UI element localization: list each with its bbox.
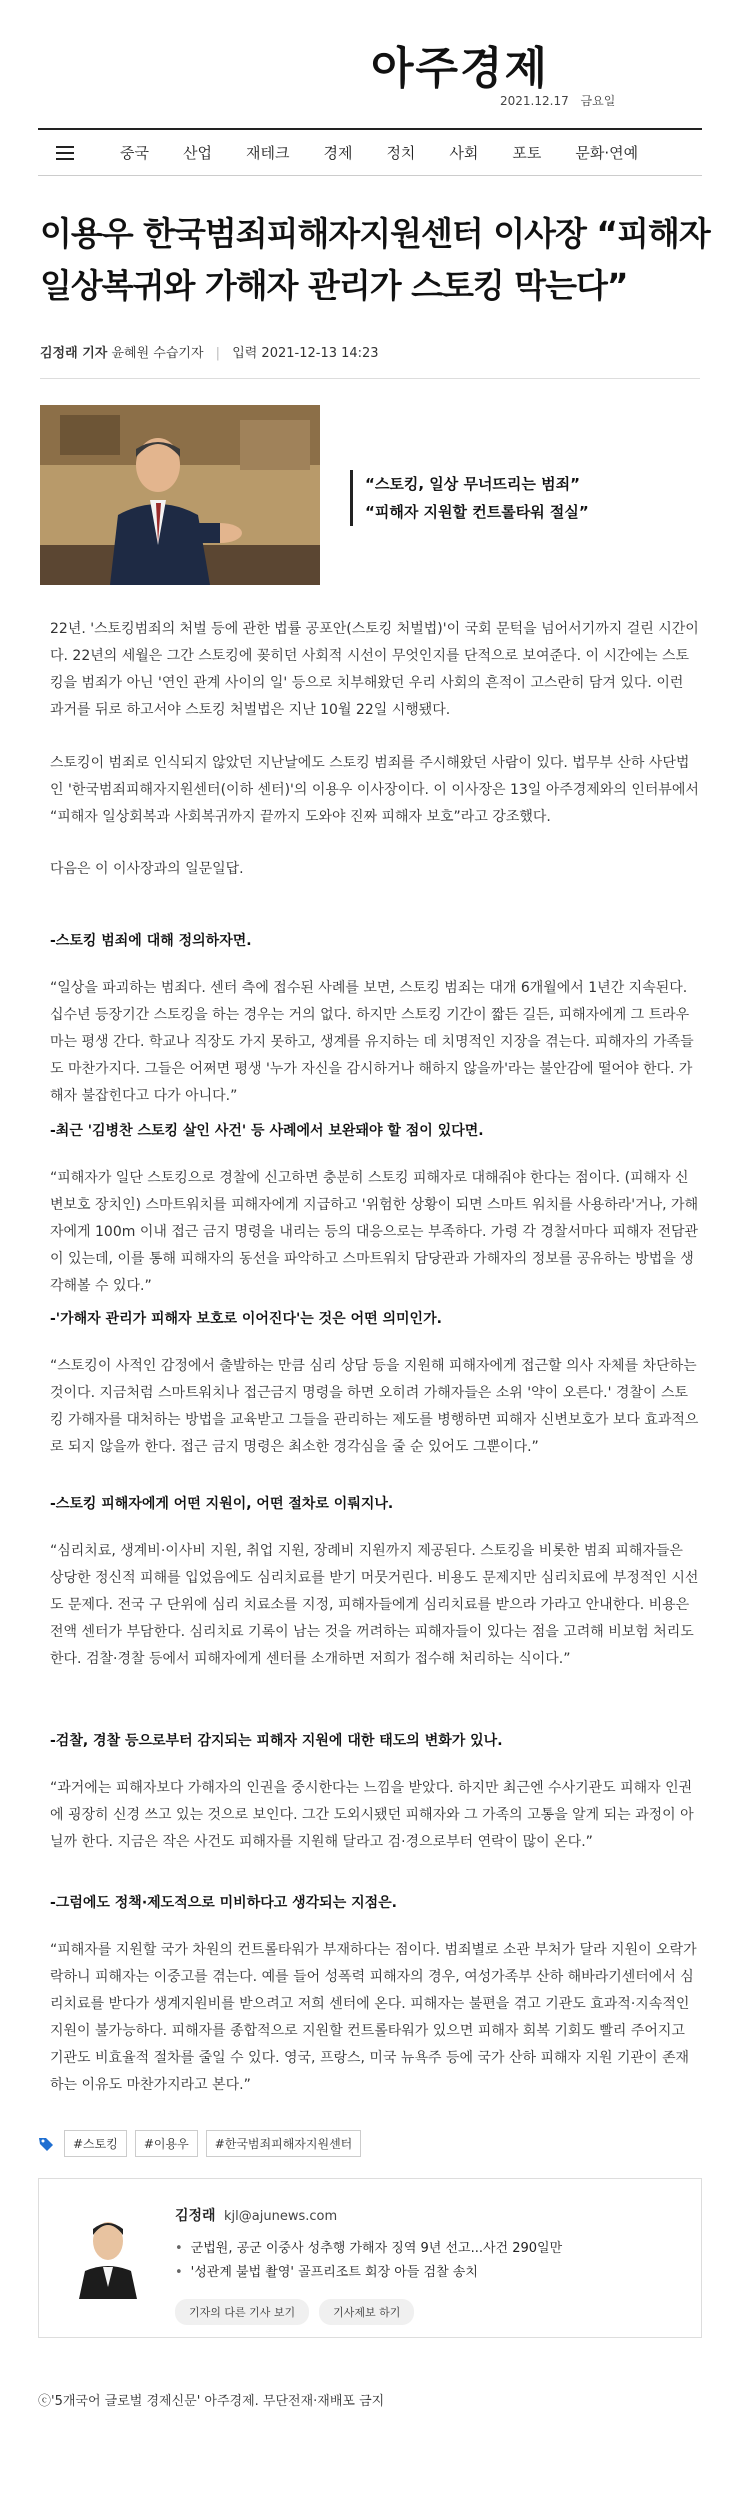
tag-list: [38, 2130, 369, 2157]
news-tip-button[interactable]: 기사제보 하기: [319, 2299, 414, 2325]
intro-paragraph-2: 스토킹이 범죄로 인식되지 않았던 지난날에도 스토킹 범죄를 주시해왔던 사람이 있다. 법무부 산하 사단법인 '한국범죄피해자지원센터(이하 센터)'의 이용우 이사장이다. 이 이사장은 13일 아주경제와의 인터뷰에서 “피해자 일상회복과 사회복귀까지 끝까지 도와야 진짜 피해자 보호”라고 강조했다.: [50, 755, 699, 825]
related-articles: [175, 2237, 562, 2285]
question-2: -최근 '김병찬 스토킹 살인 사건' 등 사례에서 보완돼야 할 점이 있다면.: [50, 1123, 484, 1139]
nav-item-photo[interactable]: 포토: [512, 144, 542, 162]
author-card-buttons: [175, 2299, 424, 2325]
nav-item-finance[interactable]: 재테크: [245, 144, 290, 162]
nav-item-industry[interactable]: 산업: [182, 144, 212, 162]
nav-items: [120, 142, 638, 163]
answer-2: “피해자가 일단 스토킹으로 경찰에 신고하면 충분히 스토킹 피해자로 대해줘야 한다는 점이다. (피해자 신변보호 장치인) 스마트워치를 피해자에게 지급하고 '위험한 상황이 되면 스마트 워치를 사용하라'거나, 가해자에게 100m 이내 접근 금지 명령을 내리는 등의 대응으로는 부족하다. 가령 각 경찰서마다 피해자 전담관이 있는데, 이를 통해 피해자의 동선을 파악하고 스마트워치 담당관과 가해자의 정보를 공유하는 방법을 생각해볼 수 있다.”: [50, 1170, 699, 1294]
tag-lee-yongwoo[interactable]: #이용우: [135, 2130, 198, 2157]
assistant-reporter: 윤혜원 수습기자: [111, 346, 204, 361]
author-name[interactable]: 김정래: [175, 2208, 216, 2224]
intro-paragraph-3: 다음은 이 이사장과의 일문일답.: [50, 861, 244, 877]
answer-4: “심리치료, 생계비·이사비 지원, 취업 지원, 장례비 지원까지 제공된다. 스토킹을 비롯한 범죄 피해자들은 상당한 정신적 피해를 입었음에도 심리치료를 받기 머뭇거린다. 비용도 문제지만 심리치료에 부정적인 시선도 문제다. 전국 구 단위에 심리 치료소를 지정, 피해자들에게 심리치료를 받으라 가라고 안내한다. 비용은 전액 센터가 부담한다. 심리치료 기록이 남는 것을 꺼려하는 피해자들이 있다는 점을 고려해 비보험 처리도 한다. 검찰·경찰 등에서 피해자에게 센터를 소개하면 저희가 접수해 처리하는 식이다.”: [50, 1543, 699, 1667]
nav-item-economy[interactable]: 경제: [323, 144, 353, 162]
title-divider: [40, 378, 700, 379]
related-article-1[interactable]: • 군법원, 공군 이중사 성추행 가해자 징역 9년 선고...사건 290일만: [175, 2237, 562, 2261]
nav-item-society[interactable]: 사회: [449, 144, 479, 162]
publish-date: 입력 2021-12-13 14:23: [232, 346, 379, 361]
nav-item-politics[interactable]: 정치: [386, 144, 416, 162]
hamburger-menu-icon[interactable]: [38, 129, 72, 177]
article-title: 이용우 한국범죄피해자지원센터 이사장 “피해자 일상복귀와 가해자 관리가 스토킹 막는다”: [40, 214, 710, 305]
header-date: [500, 92, 615, 109]
byline-separator: |: [215, 346, 221, 361]
copyright-notice: ⓒ'5개국어 글로벌 경제신문' 아주경제. 무단전재·재배포 금지: [38, 2394, 385, 2409]
nav-item-culture[interactable]: 문화·연예: [575, 144, 639, 162]
question-5: -검찰, 경찰 등으로부터 감지되는 피해자 지원에 대한 태도의 변화가 있나.: [50, 1733, 503, 1749]
author-card: [38, 2178, 702, 2338]
author-email[interactable]: kjl@ajunews.com: [224, 2209, 338, 2224]
author-name-line: [175, 2205, 337, 2225]
nav-item-china[interactable]: 중국: [120, 144, 149, 162]
question-1: -스토킹 범죄에 대해 정의하자면.: [50, 933, 252, 949]
tag-victim-support-center[interactable]: #한국범죄피해자지원센터: [206, 2130, 362, 2157]
byline: [40, 342, 379, 361]
other-articles-button[interactable]: 기자의 다른 기사 보기: [175, 2299, 309, 2325]
answer-6: “피해자를 지원할 국가 차원의 컨트롤타워가 부재하다는 점이다. 범죄별로 소관 부처가 달라 지원이 오락가락하니 피해자는 이중고를 겪는다. 예를 들어 성폭력 피해자의 경우, 여성가족부 산하 해바라기센터에서 심리치료를 받다가 생계지원비를 받으려고 저희 센터에 온다. 피해자는 불편을 겪고 기관도 효과적·지속적인 지원이 불가능하다. 피해자를 종합적으로 지원할 컨트롤타워가 있으면 피해자 회복 기회도 빨리 주어지고 기관도 비효율적 절차를 줄일 수 있다. 영국, 프랑스, 미국 뉴욕주 등에 국가 산하 피해자 지원 기관이 존재하는 이유도 마찬가지라고 본다.”: [50, 1942, 697, 2093]
interviewee-photo: [40, 405, 320, 585]
date-text: 2021.12.17: [500, 94, 569, 108]
answer-5: “과거에는 피해자보다 가해자의 인권을 중시한다는 느낌을 받았다. 하지만 최근엔 수사기관도 피해자 인권에 굉장히 신경 쓰고 있는 것으로 보인다. 그간 도외시됐던 피해자와 그 가족의 고통을 알게 되는 과정이 아닐까 한다. 지금은 작은 사건도 피해자를 지원해 달라고 검·경으로부터 연락이 많이 온다.”: [50, 1780, 694, 1850]
question-6: -그럼에도 정책·제도적으로 미비하다고 생각되는 지점은.: [50, 1895, 397, 1911]
pull-quote-line-2: “피해자 지원할 컨트롤타워 절실”: [365, 503, 589, 521]
question-3: -'가해자 관리가 피해자 보호로 이어진다'는 것은 어떤 의미인가.: [50, 1311, 442, 1327]
intro-paragraph-1: 22년. '스토킹범죄의 처벌 등에 관한 법률 공포안(스토킹 처벌법)'이 국회 문턱을 넘어서기까지 걸린 시간이다. 22년의 세월은 그간 스토킹에 꽂히던 사회적 시선이 무엇인지를 단적으로 보여준다. 이 시간에는 스토킹을 범죄가 아닌 '연인 관계 사이의 일' 등으로 치부해왔던 우리 사회의 흔적이 고스란히 담겨 있다. 이런 과거를 뒤로 하고서야 스토킹 처벌법은 지난 10월 22일 시행됐다.: [50, 621, 699, 718]
tag-icon: [38, 2136, 54, 2152]
weekday-text: 금요일: [580, 94, 616, 108]
question-4: -스토킹 피해자에게 어떤 지원이, 어떤 절차로 이뤄지나.: [50, 1496, 394, 1512]
pull-quote-line-1: “스토킹, 일상 무너뜨리는 범죄”: [365, 475, 580, 493]
author-avatar: [73, 2209, 143, 2299]
reporter-name[interactable]: 김정래 기자: [40, 346, 108, 361]
answer-3: “스토킹이 사적인 감정에서 출발하는 만큼 심리 상담 등을 지원해 피해자에게 접근할 의사 자체를 차단하는 것이다. 지금처럼 스마트워치나 접근금지 명령을 하면 오히려 가해자들은 소위 '약이 오른다.' 경찰이 스토킹 가해자를 대처하는 방법을 교육받고 그들을 관리하는 제도를 병행하면 피해자 신변보호가 보다 효과적으로 되지 않을까 한다. 접근 금지 명령은 최소한 경각심을 줄 순 있어도 그뿐이다.”: [50, 1358, 699, 1455]
main-nav: [38, 128, 702, 176]
answer-1: “일상을 파괴하는 범죄다. 센터 측에 접수된 사례를 보면, 스토킹 범죄는 대개 6개월에서 1년간 지속된다. 십수년 등장기간 스토킹을 하는 경우는 거의 없다. 하지만 스토킹 기간이 짧든 길든, 피해자에게 그 트라우마는 평생 간다. 학교나 직장도 가지 못하고, 생계를 유지하는 데 치명적인 지장을 겪는다. 피해자의 가족들도 마찬가지다. 그들은 어쩌면 평생 '누가 자신을 감시하거나 해하지 않을까'라는 불안감에 떨어야 한다. 가해자 불잡힌다고 다가 아니다.”: [50, 980, 694, 1104]
related-article-2[interactable]: • '성관계 불법 촬영' 골프리조트 회장 아들 검찰 송치: [175, 2261, 562, 2285]
pull-quote: [350, 470, 589, 526]
tag-stalking[interactable]: #스토킹: [64, 2130, 127, 2157]
site-logo[interactable]: 아주경제: [370, 43, 549, 94]
